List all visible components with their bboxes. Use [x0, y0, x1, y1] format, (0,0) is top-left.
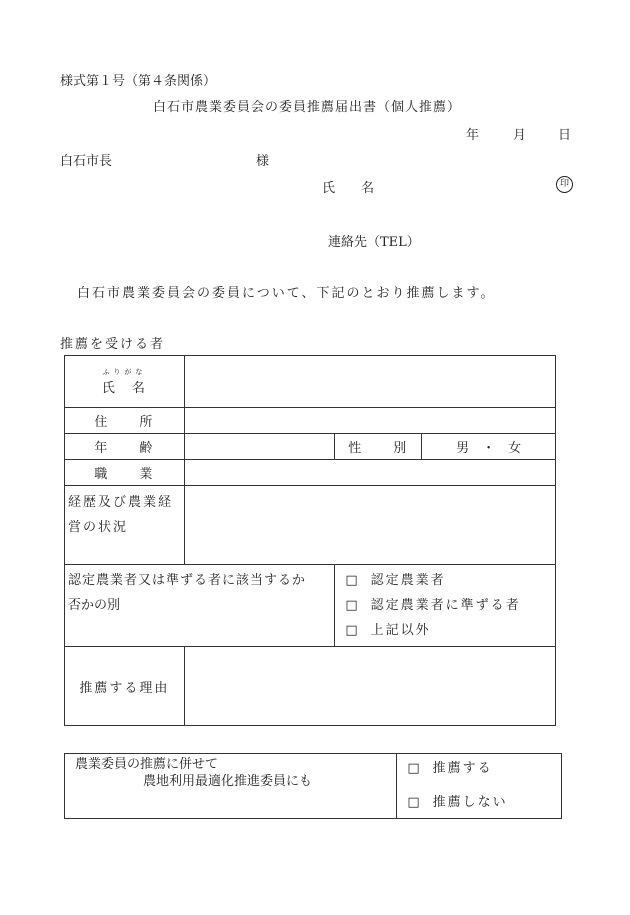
seal-mark	[556, 176, 573, 193]
promotion-committee-table	[64, 753, 562, 819]
recommendation-statement: 白石市農業委員会の委員について、下記のとおり推薦します。	[77, 286, 496, 301]
promotion-options-cell	[397, 754, 562, 819]
nominee-table	[64, 355, 556, 726]
certified-question-cell	[65, 565, 335, 647]
option-label: 認定農業者に準ずる者	[370, 598, 521, 613]
occupation-label: 職 業	[65, 460, 185, 486]
option-quasi-certified[interactable]	[345, 593, 545, 618]
promotion-question-line1: 農業委員の推薦に併せて	[75, 757, 219, 772]
name-header-cell	[65, 356, 185, 408]
reason-label: 推薦する理由	[65, 647, 185, 726]
career-label-cell	[65, 486, 185, 565]
option-label: 上記以外	[370, 623, 431, 638]
option-not-recommend[interactable]	[407, 792, 551, 814]
option-label: 推薦しない	[432, 795, 508, 810]
option-certified[interactable]	[345, 568, 545, 593]
reason-field[interactable]	[184, 647, 555, 726]
addressee: 白石市長	[60, 154, 113, 169]
contact-label: 連絡先（TEL）	[328, 235, 420, 250]
applicant-name-label: 氏 名	[322, 181, 375, 196]
career-field[interactable]	[184, 486, 555, 565]
option-recommend[interactable]	[407, 758, 551, 780]
promotion-question-line2: 農地利用最適化推進委員にも	[143, 774, 313, 789]
age-label: 年 齢	[65, 434, 185, 460]
certified-question-line2: 否かの別	[68, 598, 121, 613]
checkbox[interactable]: □	[407, 761, 420, 776]
address-field[interactable]	[184, 408, 555, 434]
checkbox[interactable]: □	[345, 598, 358, 613]
section-title: 推薦を受ける者	[60, 337, 166, 352]
option-label: 認定農業者	[370, 573, 446, 588]
gender-label: 性 別	[335, 434, 422, 460]
checkbox[interactable]: □	[345, 573, 358, 588]
date-year: 年	[466, 128, 480, 143]
form-title: 白石市農業委員会の委員推薦届出書（個人推薦）	[153, 100, 462, 115]
checkbox[interactable]: □	[407, 795, 420, 810]
address-label: 住 所	[65, 408, 185, 434]
career-label-line1: 経歴及び農業経	[68, 495, 174, 510]
date-month: 月	[513, 128, 527, 143]
name-label: 氏 名	[101, 380, 147, 396]
occupation-field[interactable]	[184, 460, 555, 486]
gender-options[interactable]: 男 ・ 女	[422, 434, 556, 460]
option-label: 推薦する	[432, 761, 493, 776]
certified-options-cell	[335, 565, 556, 647]
option-other[interactable]	[345, 618, 545, 643]
career-label-line2: 営の状況	[68, 520, 129, 535]
style-number: 様式第１号（第４条関係）	[60, 74, 217, 89]
certified-question-line1: 認定農業者又は準ずる者に該当するか	[68, 573, 307, 588]
honorific: 様	[256, 154, 270, 169]
seal-text: 印	[559, 179, 569, 189]
name-field[interactable]	[184, 356, 555, 408]
promotion-question-cell	[65, 754, 397, 819]
checkbox[interactable]: □	[345, 623, 358, 638]
date-day: 日	[558, 128, 572, 143]
age-field[interactable]	[184, 434, 335, 460]
furigana-label: ふりがな	[102, 367, 147, 376]
